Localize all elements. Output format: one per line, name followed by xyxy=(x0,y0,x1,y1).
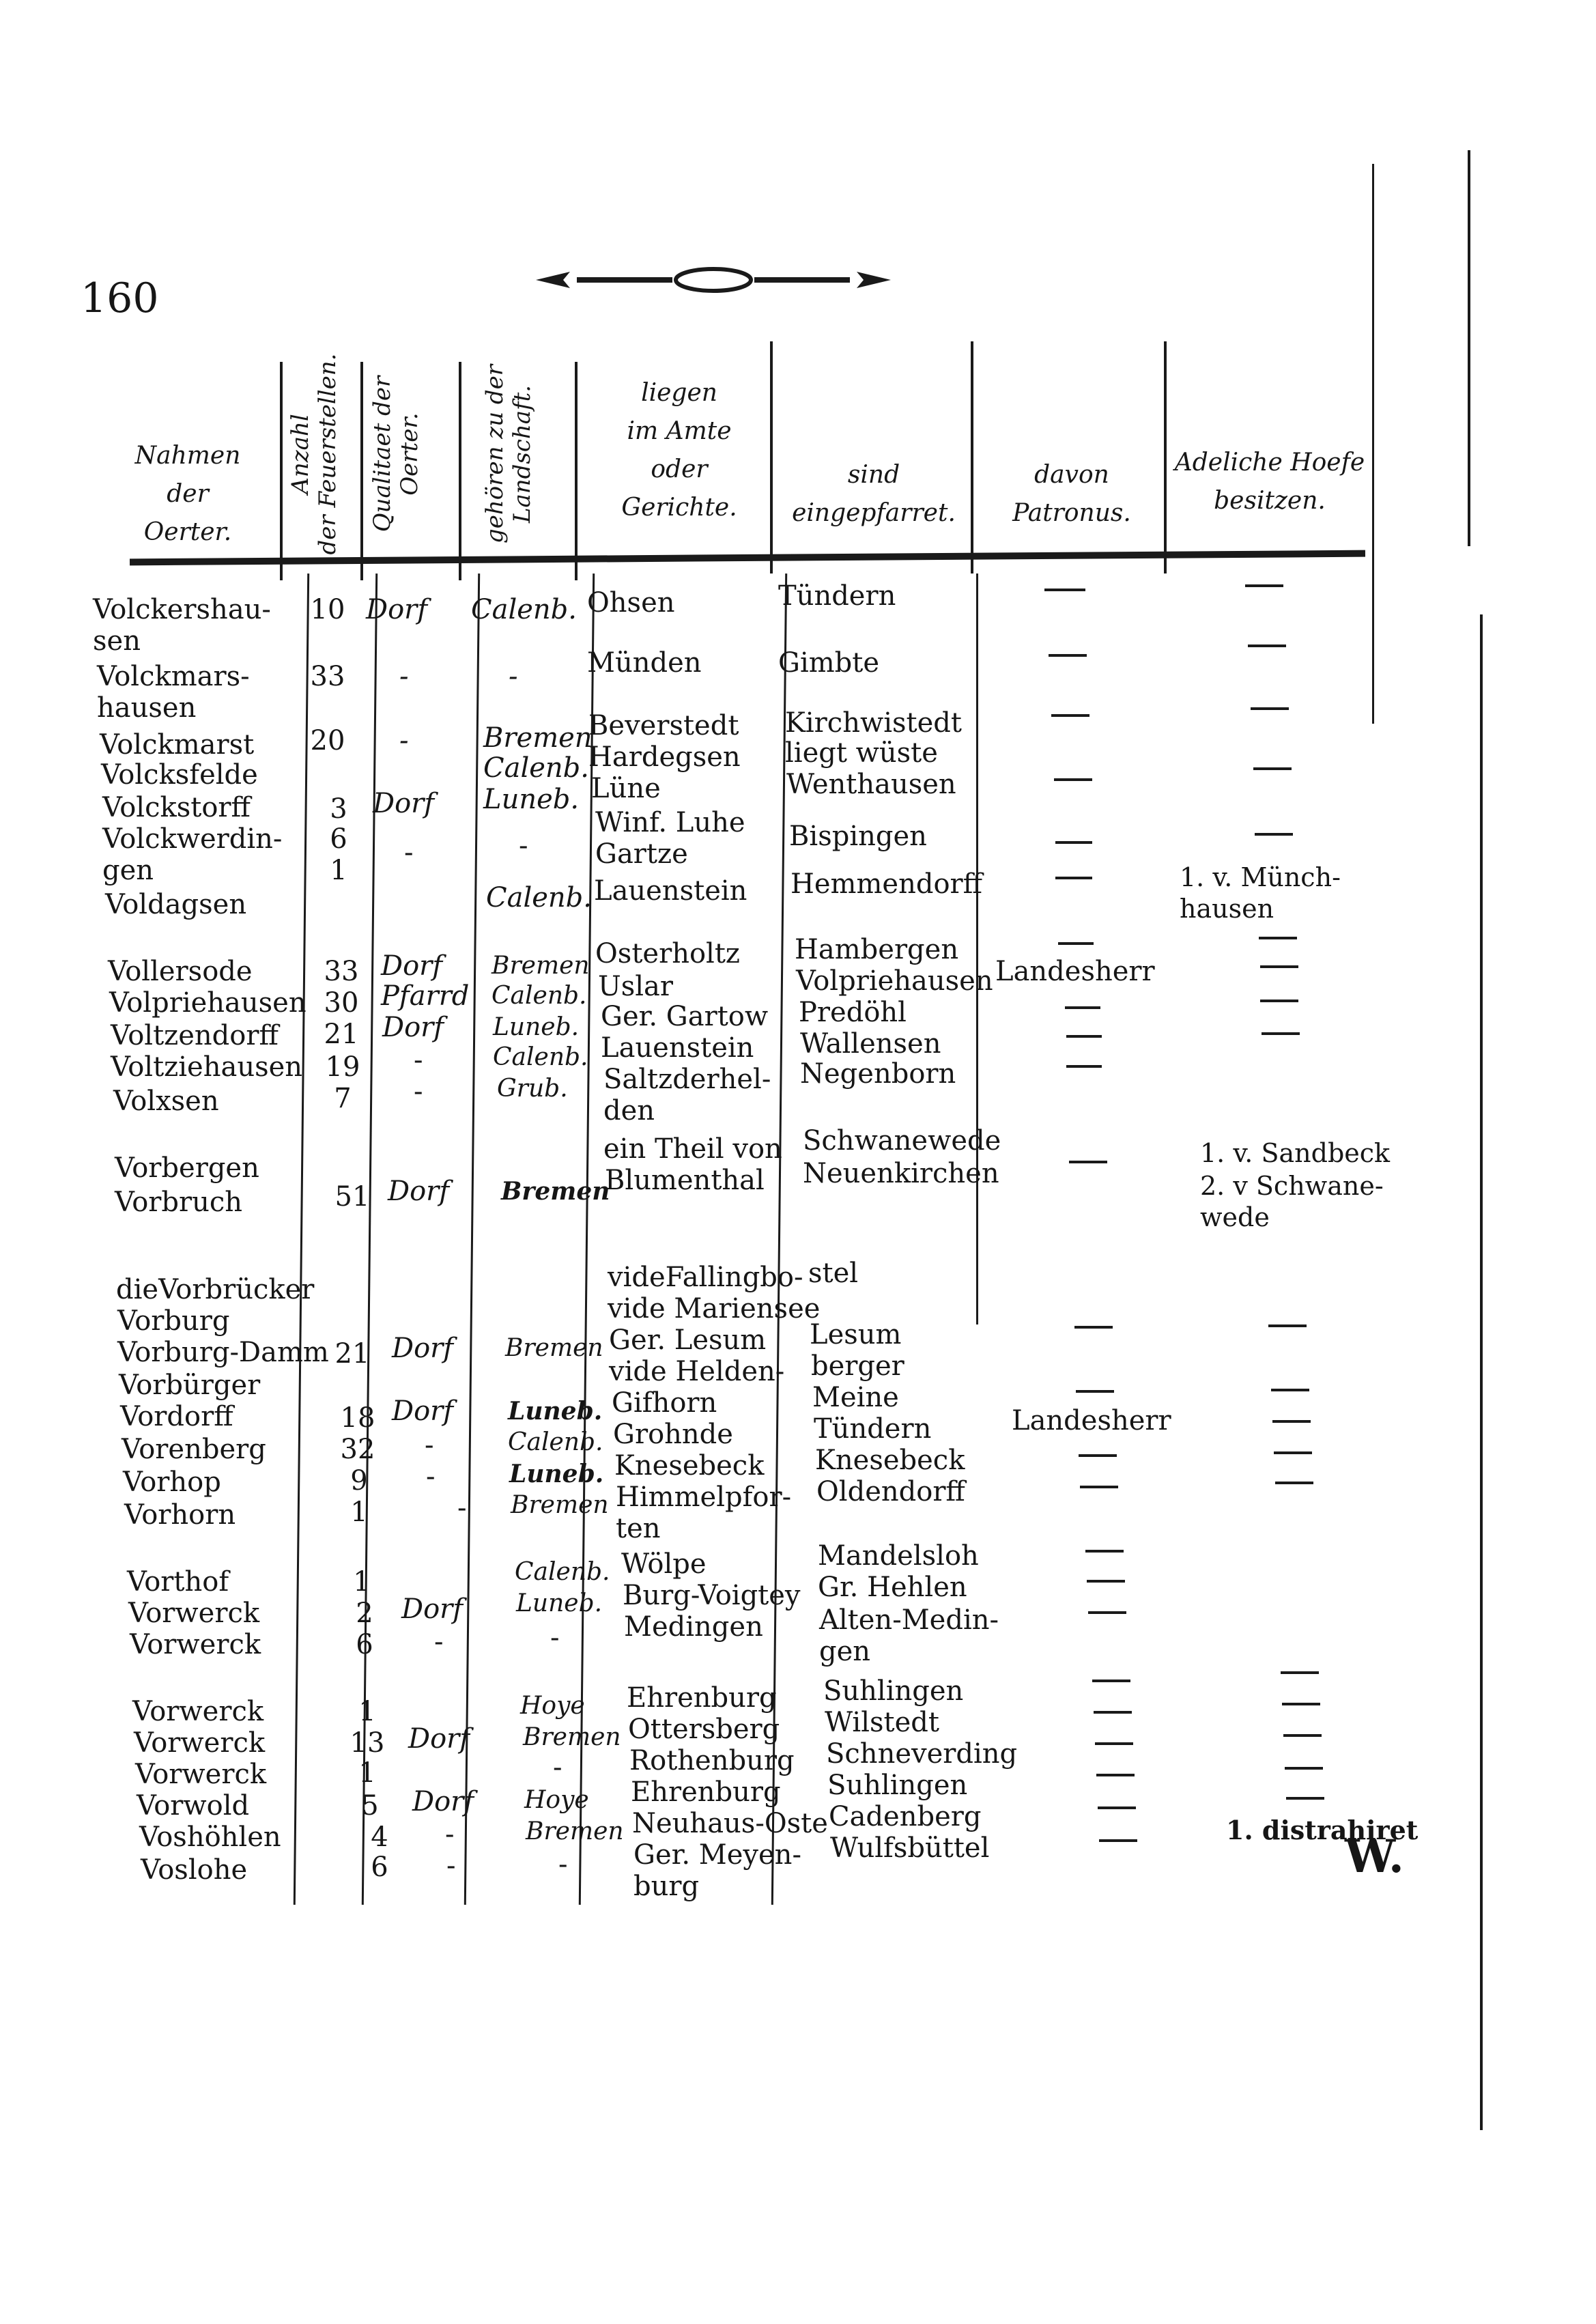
place-name: Vorburg-Damm xyxy=(117,1337,329,1368)
landschaft: - xyxy=(558,1849,568,1880)
quality: - xyxy=(399,661,409,692)
header-noble: Adeliche Hoefe besitzen. xyxy=(1174,449,1365,515)
noble-estate: 1. v. Sandbeck xyxy=(1200,1138,1391,1168)
dash-mark xyxy=(1286,1797,1324,1800)
header-divider xyxy=(770,341,773,573)
hearth-count: 10 xyxy=(310,594,345,625)
dash-mark xyxy=(1096,1774,1135,1776)
office: Gifhorn xyxy=(612,1387,717,1419)
quality: - xyxy=(445,1819,455,1850)
hearth-count: 6 xyxy=(371,1852,388,1883)
dash-mark xyxy=(1255,833,1293,836)
quality: Dorf xyxy=(381,950,443,982)
quality: - xyxy=(434,1626,444,1658)
dash-mark xyxy=(1055,877,1092,879)
dash-mark xyxy=(1251,707,1289,710)
place-name: Vorbruch xyxy=(115,1187,243,1218)
place-name: Volpriehausen xyxy=(109,987,307,1019)
parish: Schwanewede xyxy=(803,1125,1001,1157)
quality: - xyxy=(426,1461,436,1492)
parish: Kirchwistedt xyxy=(785,707,962,739)
parish: Negenborn xyxy=(800,1058,956,1090)
office: Knesebeck xyxy=(614,1450,765,1482)
dash-mark xyxy=(1080,1486,1118,1488)
landschaft: Bremen xyxy=(505,1334,603,1362)
place-name: Voslohe xyxy=(141,1854,248,1886)
landschaft: Bremen xyxy=(523,1723,621,1751)
parish: Wulfsbüttel xyxy=(830,1832,990,1864)
header-divider xyxy=(280,362,283,580)
landschaft: - xyxy=(553,1752,562,1783)
dash-mark xyxy=(1066,1035,1102,1038)
patron: Landesherr xyxy=(995,956,1155,987)
place-name: Volckmars- hausen xyxy=(97,661,250,724)
office: Grohnde xyxy=(613,1419,733,1450)
hearth-count: 1 xyxy=(353,1566,371,1598)
quality: Dorf xyxy=(392,1395,454,1427)
parish: Hambergen xyxy=(795,934,959,965)
dash-mark xyxy=(1074,1326,1113,1329)
dash-mark xyxy=(1272,1420,1311,1423)
parish: Tündern xyxy=(778,580,896,612)
dash-mark xyxy=(1055,841,1092,844)
hearth-count: 20 xyxy=(310,725,345,756)
quality: - xyxy=(414,1045,423,1076)
dash-mark xyxy=(1069,1161,1107,1163)
noble-estate: 1. v. Münch- hausen xyxy=(1180,862,1341,924)
dash-mark xyxy=(1271,1389,1309,1391)
dash-mark xyxy=(1275,1482,1313,1484)
dash-mark xyxy=(1274,1451,1312,1454)
office: Himmelpfor- ten xyxy=(616,1482,792,1544)
place-name: Vorwold xyxy=(137,1790,250,1822)
header-belongs: gehören zu der Landschaft. xyxy=(481,364,536,544)
hearth-count: 21 xyxy=(324,1019,359,1050)
quality: - xyxy=(414,1076,423,1107)
place-name: Voltzendorff xyxy=(111,1020,279,1051)
office: Ger. Gartow xyxy=(601,1001,769,1032)
dash-mark xyxy=(1285,1767,1323,1770)
quality: Dorf xyxy=(388,1176,450,1207)
place-name: Volckmarst xyxy=(100,729,255,761)
office: Neuhaus-Oste xyxy=(632,1808,828,1839)
quality: Dorf xyxy=(366,594,428,625)
header-patron: davon Patronus. xyxy=(1012,461,1131,527)
landschaft: Calenb. xyxy=(491,982,587,1010)
parish: Volpriehausen xyxy=(796,965,993,997)
place-name: Volckwerdin- gen xyxy=(102,823,283,886)
dash-mark xyxy=(1058,942,1094,945)
parish: Oldendorff xyxy=(816,1476,965,1507)
place-name: Vollersode xyxy=(108,956,253,987)
place-name: Vorwerck xyxy=(128,1598,260,1629)
office: Ger. Meyen- burg xyxy=(633,1839,801,1902)
dash-mark xyxy=(1044,589,1085,591)
office: Winf. Luhe Gartze xyxy=(595,807,745,870)
header-divider xyxy=(459,362,461,580)
dash-mark xyxy=(1245,584,1283,587)
landschaft: Bremen xyxy=(483,722,593,754)
office: Ohsen xyxy=(587,587,675,619)
parish: Schneverding xyxy=(826,1738,1018,1770)
landschaft: Calenb. xyxy=(493,1043,588,1071)
parish: Neuenkirchen xyxy=(803,1158,999,1189)
header-parish: sind eingepfarret. xyxy=(792,461,956,527)
landschaft: Bremen xyxy=(526,1817,624,1845)
office: videFallingbo- xyxy=(608,1262,803,1293)
parish: Gimbte xyxy=(778,647,880,679)
hearth-count: 1 xyxy=(358,1757,376,1789)
quality: - xyxy=(446,1850,456,1882)
noble-estate: 2. v Schwane- wede xyxy=(1200,1171,1384,1232)
landschaft: - xyxy=(509,661,518,692)
dash-mark xyxy=(1085,1550,1124,1553)
place-name: Voltziehausen xyxy=(111,1051,303,1083)
landschaft: Luneb. xyxy=(508,1397,603,1426)
landschaft: Calenb. xyxy=(508,1428,603,1456)
place-name: Vorthof xyxy=(127,1566,229,1598)
hearth-count: 19 xyxy=(325,1051,360,1083)
dash-mark xyxy=(1092,1680,1130,1682)
parish: Lesum xyxy=(810,1319,902,1350)
landschaft: - xyxy=(550,1622,560,1654)
dash-mark xyxy=(1253,767,1292,770)
margin-line xyxy=(1372,164,1374,724)
hearth-count: 30 xyxy=(324,987,359,1019)
hearth-count: 51 xyxy=(334,1181,370,1213)
landschaft: Calenb. xyxy=(483,752,589,784)
quality: Dorf xyxy=(392,1333,454,1364)
quality: Pfarrd xyxy=(381,980,470,1012)
dash-mark xyxy=(1282,1703,1320,1705)
landschaft: Luneb. xyxy=(483,784,580,815)
page-edge-line xyxy=(1480,614,1483,2130)
parish: liegt wüste xyxy=(785,737,938,769)
parish: Cadenberg xyxy=(829,1801,982,1832)
office: Burg-Voigtey xyxy=(623,1580,801,1611)
header-hearths: Anzahl der Feuerstellen. xyxy=(287,353,341,555)
dash-mark xyxy=(1051,714,1089,717)
place-name: Vorenberg xyxy=(122,1434,266,1465)
landschaft: Bremen xyxy=(501,1177,610,1206)
place-name: Volcksfelde xyxy=(101,759,258,791)
hearth-count: 6 1 xyxy=(330,823,347,886)
dash-mark xyxy=(1262,1032,1300,1035)
place-name: Voldagsen xyxy=(105,889,247,920)
page-number: 160 xyxy=(81,274,159,322)
header-office: liegen im Amte oder Gerichte. xyxy=(621,379,737,522)
hearth-count: 32 xyxy=(340,1434,375,1465)
place-name: Vorwerck xyxy=(130,1629,261,1660)
hearth-count: 9 xyxy=(350,1465,368,1497)
parish: Meine xyxy=(812,1382,899,1413)
office: Münden xyxy=(587,647,702,679)
dash-mark xyxy=(1281,1671,1319,1674)
landschaft: Grub. xyxy=(497,1075,568,1103)
hearth-count: 3 xyxy=(330,793,347,825)
quality: - xyxy=(425,1430,434,1461)
place-name: Vorbergen xyxy=(115,1152,259,1184)
dash-mark xyxy=(1054,778,1092,781)
place-name: Volxsen xyxy=(113,1086,219,1117)
parish: Hemmendorff xyxy=(790,868,983,900)
hearth-count: 21 xyxy=(334,1338,370,1370)
hearth-count: 13 xyxy=(350,1727,385,1759)
office: Hardegsen xyxy=(588,741,741,773)
landschaft: Luneb. xyxy=(493,1013,580,1041)
hearth-count: 33 xyxy=(324,956,359,987)
dash-mark xyxy=(1087,1580,1125,1583)
landschaft: Hoye xyxy=(520,1692,585,1720)
landschaft: Luneb. xyxy=(509,1460,604,1488)
landschaft: Calenb. xyxy=(515,1558,610,1586)
hearth-count: 6 xyxy=(356,1629,373,1660)
dash-mark xyxy=(1079,1454,1117,1457)
header-name: Nahmen der Oerter. xyxy=(134,442,241,546)
place-name: Vorhorn xyxy=(124,1499,236,1531)
office: Uslar xyxy=(598,971,673,1002)
parish: Knesebeck xyxy=(815,1445,965,1476)
dash-mark xyxy=(1076,1390,1114,1393)
place-name: Voshöhlen xyxy=(139,1822,281,1853)
hearth-count: 7 xyxy=(334,1083,352,1114)
parish: Tündern xyxy=(814,1413,932,1445)
office: ein Theil von xyxy=(603,1133,782,1165)
dash-mark xyxy=(1248,644,1286,647)
header-divider xyxy=(575,362,578,580)
landschaft: Calenb. xyxy=(471,594,577,625)
quality: - xyxy=(399,725,409,756)
office: Lauenstein xyxy=(601,1032,754,1064)
office: Wölpe xyxy=(621,1548,707,1580)
landschaft: Calenb. xyxy=(486,882,592,913)
ornament-icon xyxy=(529,259,898,300)
place-name: Volckershau- sen xyxy=(93,594,271,657)
parish: stel xyxy=(808,1258,859,1289)
parish: Wenthausen xyxy=(786,769,956,800)
noble-estate: 1. distrahiret xyxy=(1226,1815,1419,1845)
column-divider xyxy=(464,573,480,1905)
header-divider xyxy=(1164,341,1167,573)
hearth-count: 18 xyxy=(340,1402,375,1434)
office: Ehrenburg xyxy=(631,1776,781,1808)
hearth-count: 5 xyxy=(361,1790,379,1822)
place-name: dieVorbrücker xyxy=(116,1274,315,1305)
column-divider xyxy=(294,573,309,1905)
quality: Dorf xyxy=(408,1723,470,1755)
landschaft: - xyxy=(519,830,528,862)
place-name: Vordorff xyxy=(120,1401,233,1432)
parish: Wilstedt xyxy=(825,1707,939,1738)
dash-mark xyxy=(1260,965,1298,968)
office: Osterholtz xyxy=(595,938,740,969)
parish: Suhlingen xyxy=(823,1675,964,1707)
quality: - xyxy=(457,1492,467,1524)
dash-mark xyxy=(1283,1734,1322,1737)
office: vide Mariensee xyxy=(608,1293,821,1324)
office: Beverstedt xyxy=(588,710,739,741)
parish: berger xyxy=(811,1350,904,1382)
page-edge-line xyxy=(1468,150,1470,546)
hearth-count: 1 xyxy=(358,1696,376,1727)
place-name: Vorwerck xyxy=(132,1696,264,1727)
dash-mark xyxy=(1259,937,1297,939)
quality: Dorf xyxy=(401,1593,464,1625)
parish: Mandelsloh xyxy=(818,1540,979,1572)
parish: Bispingen xyxy=(789,821,927,852)
parish: Predöhl xyxy=(799,997,907,1028)
quality: Dorf xyxy=(382,1012,444,1043)
dash-mark xyxy=(1099,1839,1137,1842)
office: Ger. Lesum xyxy=(609,1324,767,1356)
dash-mark xyxy=(1260,1000,1298,1002)
dash-mark xyxy=(1066,1065,1102,1068)
header-quality: Qualitaet der Oerter. xyxy=(369,375,423,533)
dash-mark xyxy=(1088,1611,1126,1614)
dash-mark xyxy=(1065,1006,1100,1009)
column-divider xyxy=(976,573,978,1324)
landschaft: Bremen xyxy=(511,1491,609,1519)
header-divider xyxy=(971,341,973,573)
place-name: Volckstorff xyxy=(102,792,251,823)
office: Medingen xyxy=(624,1611,763,1643)
place-name: Vorwerck xyxy=(134,1727,266,1759)
header-divider xyxy=(360,362,363,580)
place-name: Vorbürger xyxy=(119,1370,261,1401)
dash-mark xyxy=(1098,1806,1136,1809)
office: Blumenthal xyxy=(605,1165,765,1196)
dash-mark xyxy=(1094,1711,1132,1714)
quality: Dorf xyxy=(412,1786,474,1817)
place-name: Vorhop xyxy=(123,1466,221,1498)
landschaft: Hoye xyxy=(524,1786,589,1814)
quality: Dorf xyxy=(373,788,435,819)
office: Saltzderhel- den xyxy=(603,1064,771,1126)
quality: - xyxy=(404,837,414,868)
signature-mark: W. xyxy=(1345,1830,1404,1883)
parish: Alten-Medin- gen xyxy=(819,1604,999,1667)
patron: Landesherr xyxy=(1012,1405,1171,1436)
landschaft: Luneb. xyxy=(516,1589,603,1617)
landschaft: Bremen xyxy=(491,952,590,980)
hearth-count: 1 xyxy=(350,1497,368,1528)
office: Ehrenburg xyxy=(627,1682,777,1714)
dash-mark xyxy=(1095,1742,1133,1745)
place-name: Vorwerck xyxy=(135,1759,267,1790)
dash-mark xyxy=(1049,654,1087,657)
office: Rothenburg xyxy=(629,1745,795,1776)
place-name: Vorburg xyxy=(117,1305,230,1337)
parish: Gr. Hehlen xyxy=(818,1572,967,1603)
parish: Suhlingen xyxy=(827,1770,968,1801)
office: Lüne xyxy=(591,773,661,804)
office: Ottersberg xyxy=(628,1714,780,1745)
hearth-count: 4 xyxy=(371,1822,388,1853)
parish: Wallensen xyxy=(800,1028,941,1060)
hearth-count: 33 xyxy=(310,661,345,692)
hearth-count: 2 xyxy=(356,1598,373,1629)
office: vide Helden- xyxy=(609,1356,785,1387)
office: Lauenstein xyxy=(594,875,747,907)
dash-mark xyxy=(1268,1324,1307,1327)
